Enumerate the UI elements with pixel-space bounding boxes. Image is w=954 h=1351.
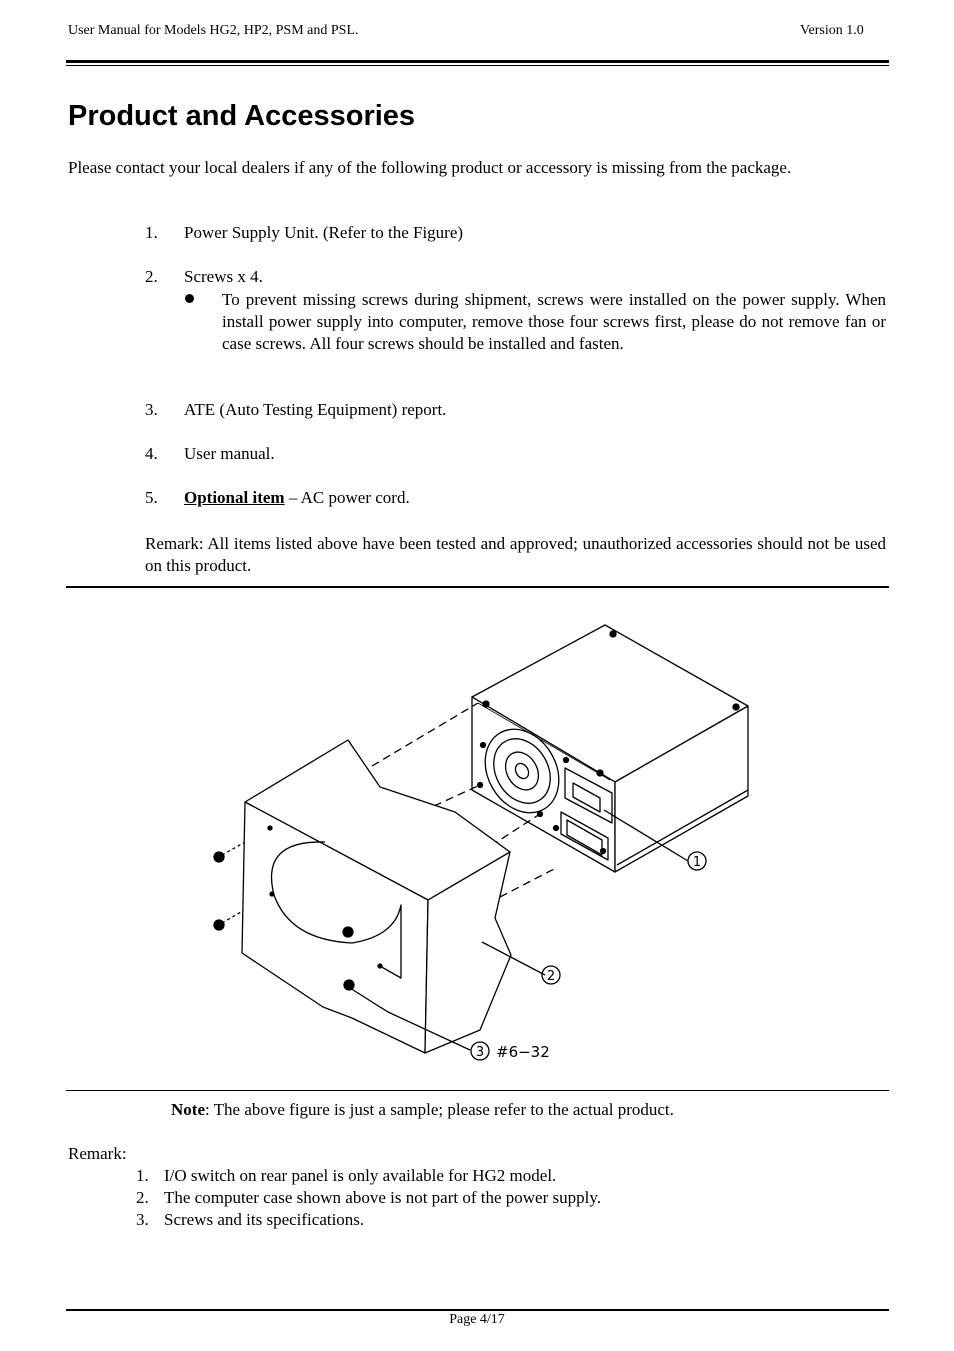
callout-1-label: 1 xyxy=(692,855,702,870)
item-3-text: ATE (Auto Testing Equipment) report. xyxy=(184,400,447,419)
item-5-number: 5. xyxy=(145,488,158,507)
header-rule-thin xyxy=(66,65,889,66)
remark-label: Remark: xyxy=(68,1144,127,1163)
item-1-text: Power Supply Unit. (Refer to the Figure) xyxy=(184,223,464,242)
item-4-number: 4. xyxy=(145,444,158,463)
footer-rule xyxy=(66,1309,889,1311)
figure-bottom-rule xyxy=(66,1090,889,1091)
remark-item-1-text: I/O switch on rear panel is only available for HG2 model. xyxy=(164,1166,557,1185)
note-text: : The above figure is just a sample; please refer to the actual product. xyxy=(204,1100,674,1119)
remark-item-2-text: The computer case shown above is not part of the power supply. xyxy=(164,1188,602,1207)
header-version: Version 1.0 xyxy=(800,23,864,38)
figure-top-rule xyxy=(66,586,889,588)
item-1-number: 1. xyxy=(145,223,158,242)
figure-note xyxy=(171,1100,674,1120)
page-title: Product and Accessories xyxy=(68,100,416,132)
optional-item-label: Optional item xyxy=(184,488,285,507)
remark-item-3-number: 3. xyxy=(136,1210,149,1229)
bullet-icon xyxy=(185,294,194,303)
intro-paragraph: Please contact your local dealers if any of the following product or accessory is missing from the package. xyxy=(68,158,792,177)
item-2-number: 2. xyxy=(145,267,158,286)
page-number: Page 4/17 xyxy=(449,1312,505,1327)
callout-3 xyxy=(471,1042,489,1060)
remark-item-1-number: 1. xyxy=(136,1166,149,1185)
item-5-text: – AC power cord. xyxy=(284,488,410,507)
remark-approved-accessories: Remark: All items listed above have been tested and approved; unauthorized accessories should not be used on this product. xyxy=(145,534,886,575)
item-2-text: Screws x 4. xyxy=(184,267,263,286)
callout-2-label: 2 xyxy=(546,969,556,984)
callout-1 xyxy=(688,852,706,870)
item-3-number: 3. xyxy=(145,400,158,419)
item-4-text: User manual. xyxy=(184,444,275,463)
remark-item-2-number: 2. xyxy=(136,1188,149,1207)
screw-spec-label: #6−32 xyxy=(496,1043,550,1061)
remark-item-3-text: Screws and its specifications. xyxy=(164,1210,365,1229)
item-5-line xyxy=(184,488,410,508)
callout-3-label: 3 xyxy=(475,1045,485,1060)
header-left-text: User Manual for Models HG2, HP2, PSM and PSL. xyxy=(68,23,359,38)
power-supply-figure xyxy=(200,600,760,1080)
note-label: Note xyxy=(171,1100,205,1119)
psu-illustration xyxy=(471,625,748,872)
screw-note-bullet: To prevent missing screws during shipment, screws were installed on the power supply. When install power supply into computer, remove those four screws first, please do not remove fan or case screws. All four screws should be installed and fasten. xyxy=(222,290,886,353)
header-rule xyxy=(66,60,889,63)
